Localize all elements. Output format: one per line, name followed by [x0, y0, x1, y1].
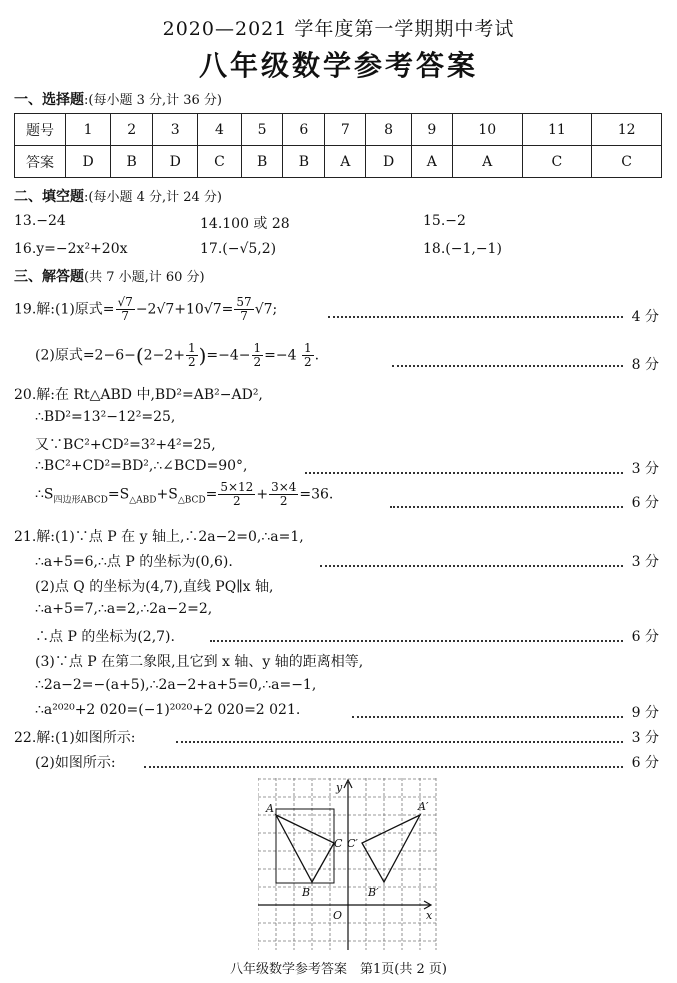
fraction: $\frac{√7}{7}$: [117, 295, 133, 323]
q21-line7: ∴2a−2=−(a+5),∴2a−2+a+5=0,∴a=−1,: [35, 677, 317, 693]
answer-17: 17.(−√5,2): [200, 241, 277, 257]
result: =36.: [299, 486, 334, 503]
table-cell: C: [592, 146, 662, 178]
table-cell: B: [283, 146, 325, 178]
table-cell: A: [452, 146, 522, 178]
dot-leader: [390, 506, 623, 508]
q21-line4: ∴a+5=7,∴a=2,∴2a−2=2,: [35, 601, 213, 617]
dot-leader: [328, 316, 623, 318]
table-cell: 11: [522, 114, 592, 146]
answer-18: 18.(−1,−1): [423, 241, 502, 257]
score-mark: 8 分: [631, 357, 659, 373]
fraction: $\frac{5\times 12}{2}$: [220, 480, 254, 508]
label-y-axis: y: [336, 781, 343, 794]
table-cell: A: [325, 146, 366, 178]
q20-line2: ∴BD²=13²−12²=25,: [35, 409, 176, 425]
table-cell: D: [66, 146, 111, 178]
q20-line5: $\therefore S_{四边形ABCD}=S_{\triangle ABD}+S_{\triangle BCD}=$ $\frac{5\times 12}{2}$ + $\frac{3\times 4}{2}$ =36.: [35, 480, 334, 508]
label-C-prime: C′: [347, 837, 358, 850]
table-cell: 9: [411, 114, 452, 146]
q21-line3: (2)点 Q 的坐标为(4,7),直线 PQ∥x 轴,: [35, 579, 274, 595]
dot-leader: [392, 365, 623, 367]
q21-line8: ∴a²⁰²⁰+2 020=(−1)²⁰²⁰+2 020=2 021.: [35, 702, 301, 718]
answer-14: 14.100 或 28: [200, 216, 290, 232]
table-row-numbers: [15, 114, 662, 146]
label-O: O: [333, 909, 343, 922]
score-mark: 3 分: [631, 554, 659, 570]
table-cell: 10: [452, 114, 522, 146]
score-mark: 6 分: [631, 629, 659, 645]
axes: [258, 780, 431, 950]
dot-leader: [210, 640, 623, 642]
section2-title: 二、填空题: [14, 189, 84, 205]
row-label-number: 题号: [15, 114, 66, 146]
answer-15: 15.−2: [423, 213, 466, 229]
q19-part2-prefix: (2)原式=2−6−: [35, 347, 136, 364]
table-cell: 5: [241, 114, 283, 146]
section1-title: 一、选择题: [14, 92, 84, 108]
table-cell: 6: [283, 114, 325, 146]
q20-line4: ∴BC²+CD²=BD²,∴∠BCD=90°,: [35, 458, 248, 474]
equals: =: [205, 486, 218, 503]
table-cell: 12: [592, 114, 662, 146]
table-cell: D: [366, 146, 411, 178]
grid-lines: [258, 778, 436, 950]
answer-16: 16.y=−2x²+20x: [14, 241, 128, 257]
q19-line2: (2)原式=2−6−(2−2+ $\frac{1}{2}$ )=−4− $\frac{1}{2}$ =−4 $\frac{1}{2}$ .: [35, 341, 320, 369]
table-cell: B: [241, 146, 283, 178]
dot-leader: [320, 565, 623, 567]
subscript: 四边形ABCD: [53, 495, 108, 506]
fraction: $\frac{1}{2}$: [187, 341, 196, 369]
q22-line2: (2)如图所示:: [35, 755, 116, 771]
q21-line5: ∴点 P 的坐标为(2,7).: [35, 629, 175, 645]
q20-line3: 又∵BC²+CD²=3²+4²=25,: [35, 437, 216, 453]
section3-heading: [14, 266, 205, 286]
subscript: △ABD: [129, 495, 157, 506]
q19-part2-result: =−4: [264, 347, 297, 364]
table-cell: C: [522, 146, 592, 178]
score-mark: 3 分: [631, 730, 659, 746]
score-mark: 6 分: [631, 495, 659, 511]
label-B: B: [302, 886, 311, 899]
q21-line1: 21.解:(1)∵点 P 在 y 轴上,∴2a−2=0,∴a=1,: [14, 529, 304, 545]
label-x-axis: x: [426, 909, 433, 922]
section1-note: :(每小题 3 分,计 36 分): [84, 93, 222, 108]
coordinate-grid-figure: [258, 778, 438, 952]
table-row-answers: [15, 146, 662, 178]
q21-line6: (3)∵点 P 在第二象限,且它到 x 轴、y 轴的距离相等,: [35, 654, 364, 670]
dot-leader: [144, 766, 623, 768]
equals-s: =S: [107, 486, 130, 503]
table-cell: A: [411, 146, 452, 178]
table-cell: 4: [198, 114, 241, 146]
dot-leader: [305, 472, 623, 474]
score-mark: 9 分: [631, 705, 659, 721]
q19-line1: 19.解:(1)原式= $\frac{√7}{7}$ −2√7+10√7= $\frac{57}{7}$ √7;: [14, 295, 278, 323]
q20-line1: 20.解:在 Rt△ABD 中,BD²=AB²−AD²,: [14, 387, 263, 403]
label-B-prime: B′: [368, 886, 379, 899]
triangle-abc: [276, 815, 334, 882]
exam-title: 2020—2021 学年度第一学期期中考试: [162, 18, 515, 40]
score-mark: 3 分: [631, 461, 659, 477]
table-cell: C: [198, 146, 241, 178]
table-cell: B: [111, 146, 153, 178]
label-C: C: [334, 837, 343, 850]
section2-note: :(每小题 4 分,计 24 分): [84, 190, 222, 205]
q19-prefix: 19.解:(1)原式=: [14, 301, 115, 318]
answer-13: 13.−24: [14, 213, 66, 229]
table-cell: D: [153, 146, 198, 178]
bounding-rectangle: [276, 809, 334, 883]
triangle-a-prime-b-prime-c-prime: [362, 815, 420, 882]
page-footer: 八年级数学参考答案 第1页(共 2 页): [230, 962, 447, 977]
section3-title: 三、解答题: [14, 269, 84, 285]
score-mark: 4 分: [631, 309, 659, 325]
q19-part2-tail: =−4−: [206, 347, 251, 364]
row-label-answer: 答案: [15, 146, 66, 178]
area-symbol: ∴S: [35, 486, 54, 503]
q19-part2-mid: 2−2+: [143, 347, 185, 364]
fraction: $\frac{1}{2}$: [253, 341, 262, 369]
table-cell: 2: [111, 114, 153, 146]
table-cell: 3: [153, 114, 198, 146]
subscript: △BCD: [177, 495, 206, 506]
section1-heading: [14, 89, 222, 109]
table-cell: 8: [366, 114, 411, 146]
table-cell: 1: [66, 114, 111, 146]
fraction: $\frac{57}{7}$: [236, 295, 252, 323]
fraction: $\frac{3\times 4}{2}$: [271, 480, 297, 508]
q21-line2: ∴a+5=6,∴点 P 的坐标为(0,6).: [35, 554, 233, 570]
table-cell: 7: [325, 114, 366, 146]
score-mark: 6 分: [631, 755, 659, 771]
label-A: A: [266, 802, 274, 815]
q22-line1: 22.解:(1)如图所示:: [14, 730, 136, 746]
section2-heading: [14, 186, 222, 206]
dot-leader: [176, 741, 623, 743]
label-A-prime: A′: [418, 800, 429, 813]
dot-leader: [352, 716, 623, 718]
fraction: $\frac{1}{2}$: [303, 341, 312, 369]
section3-note: (共 7 小题,计 60 分): [84, 270, 205, 285]
answer-key-title: 八年级数学参考答案: [198, 49, 478, 82]
plus-s: +S: [156, 486, 178, 503]
answer-table: [14, 113, 662, 178]
